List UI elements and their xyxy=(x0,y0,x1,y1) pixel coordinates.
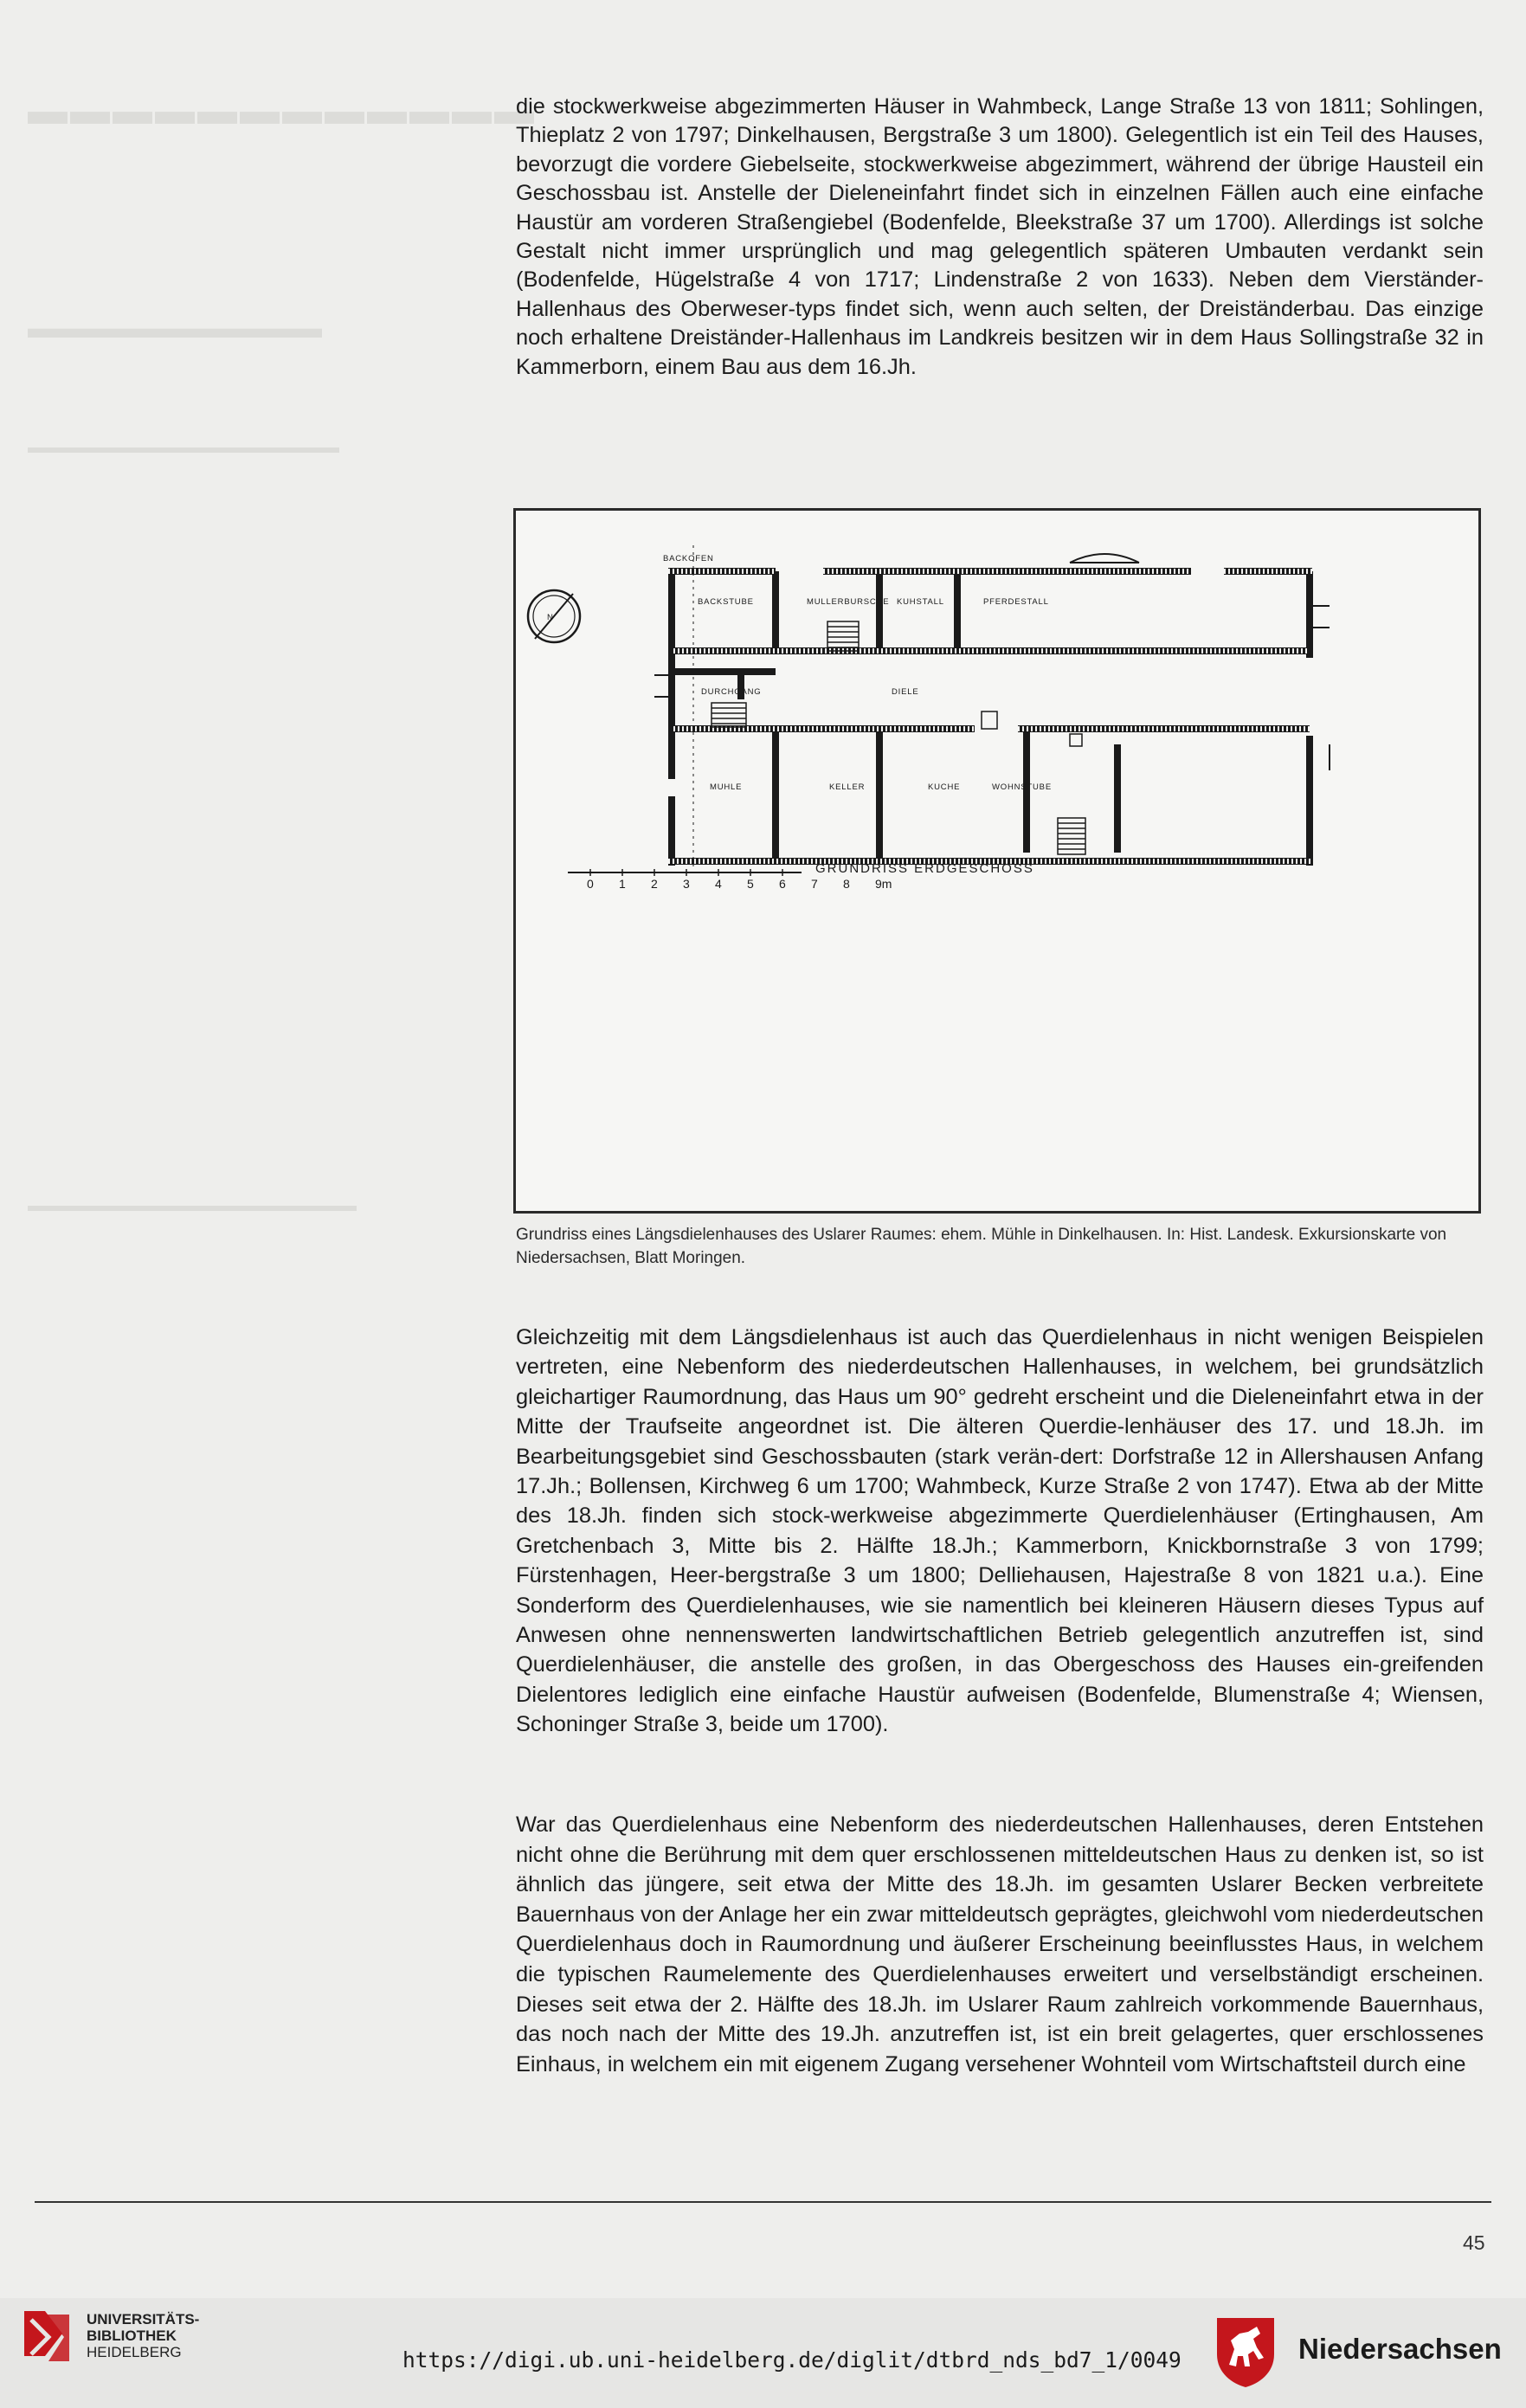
room-label-muellerbursche: MULLERBURSCHE xyxy=(807,597,890,607)
page-number: 45 xyxy=(1463,2231,1485,2254)
scale-tick-label: 3 xyxy=(683,877,690,891)
room-label-wohnstube: WOHNSTUBE xyxy=(992,782,1052,792)
scale-tick-label: 2 xyxy=(651,877,658,891)
library-name-line: HEIDELBERG xyxy=(87,2344,182,2360)
document-permalink[interactable]: https://digi.ub.uni-heidelberg.de/diglit/dtbrd_nds_bd7_1/0049 xyxy=(402,2347,1182,2373)
room-label-keller: KELLER xyxy=(829,782,866,792)
show-through-subheading: ▬▬▬▬▬▬▬▬▬▬ xyxy=(28,312,322,344)
room-label-kuhstall: KUHSTALL xyxy=(897,597,944,607)
body-paragraph-1: die stockwerkweise abgezimmerten Häuser in Wahmbeck, Lange Straße 13 von 1811; Sohlingen, Thieplatz 2 von 1797; Dinkelhausen, Bergstraße 3 um 1800). Gelegentlich ist ein Teil des Hauses, bevorzugt die vordere Giebelseite, stockwerkweise abgezimmert, während der übrige Hausteil ein Geschossbau ist. Anstelle der Dieleneinfahrt findet sich in einzelnen Fällen auch eine einfache Haustür am vorderen Straßengiebel (Bodenfelde, Bleekstraße 37 um 1700). Allerdings ist solche Gestalt nicht immer ursprünglich und mag gelegentlich späteren Umbauten verdankt sein (Bodenfelde, Hügelstraße 4 von 1717; Lindenstraße 2 von 1633). Neben dem Vierständer-Hallenhaus des Oberweser-typs findet sich, wenn auch selten, der Dreiständerbau. Das einzige noch erhaltene Dreiständer-Hallenhaus im Landkreis besitzen wir in dem Haus Sollingstraße 32 in Kammerborn, einem Bau aus dem 16.Jh. xyxy=(516,94,1484,379)
library-name-line: BIBLIOTHEK xyxy=(87,2328,177,2344)
body-paragraph-3: War das Querdielenhaus eine Nebenform des niederdeutschen Hallenhauses, deren Entstehen nicht ohne die Berührung mit dem quer erschlossenen mitteldeutschen Haus zu denken ist, so ist ähnlich das jüngere, seit etwa der Mitte des 18.Jh. im gesamten Uslarer Becken verbreitete Bauernhaus von der Anlage her ein zwar mitteldeutsch geprägtes, gleichwohl vom niederdeutschen Querdielenhaus doch in Raumordnung und äußerer Erscheinung beeinflusstes Haus, in welchem die typischen Raumelemente des Querdielenhauses erweitert und verselbständigt erscheinen. Dieses seit etwa der 2. Hälfte des 18.Jh. im Uslarer Raum zahlreich vorkommende Bauernhaus, das noch nach der Mitte des 19.Jh. anzutreffen ist, ist ein breit gelagertes, quer erschlossenes Einhaus, in welchem ein mit eigenem Zugang versehener Wohnteil vom Wirtschaftsteil durch eine xyxy=(516,1812,1484,2076)
scale-tick-label: 6 xyxy=(779,877,786,891)
library-name-line: UNIVERSITÄTS- xyxy=(87,2311,200,2328)
floor-plan-figure xyxy=(513,508,1481,1214)
room-label-diele: DIELE xyxy=(892,687,919,697)
floor-plan-drawing xyxy=(516,511,1478,1211)
room-label-backstube: BACKSTUBE xyxy=(698,597,754,607)
room-label-backofen: BACKOFEN xyxy=(663,554,714,563)
plan-title: GRUNDRISS ERDGESCHOSS xyxy=(815,861,1034,876)
room-label-muehle: MUHLE xyxy=(710,782,743,792)
show-through-line: ▬▬▬▬▬▬▬▬▬▬▬▬▬▬▬▬▬▬▬ xyxy=(28,1196,357,1215)
figure-caption: Grundriss eines Längsdielenhauses des Uslarer Raumes: ehem. Mühle in Dinkelhausen. In: Hist. Landesk. Exkursionskarte von Niedersachsen, Blatt Moringen. xyxy=(516,1226,1447,1267)
university-library-name xyxy=(87,2311,199,2360)
room-label-durchgang: DURCHGANG xyxy=(701,687,762,697)
room-label-kueche: KUCHE xyxy=(928,782,961,792)
compass-north-label: N xyxy=(547,613,554,622)
scale-tick-label: 1 xyxy=(619,877,626,891)
university-library-logo-icon[interactable] xyxy=(19,2308,69,2365)
room-label-pferdestall: PFERDESTALL xyxy=(983,597,1049,607)
body-paragraph-2: Gleichzeitig mit dem Längsdielenhaus ist auch das Querdielenhaus in nicht wenigen Beispielen vertreten, eine Nebenform des niederdeutschen Hallenhauses, in welchem, bei grundsätzlich gleichartiger Raumordnung, das Haus um 90° gedreht erscheint und die Dieleneinfahrt etwa in der Mitte der Traufseite angeordnet ist. Die älteren Querdie-lenhäuser des 17. und 18.Jh. im Bearbeitungsgebiet sind Geschossbauten (stark verän-dert: Dorfstraße 12 in Allershausen Anfang 17.Jh.; Bollensen, Kirchweg 6 um 1700; Wahmbeck, Kurze Straße 2 von 1747). Etwa ab der Mitte des 18.Jh. finden sich stock-werkweise abgezimmerte Querdielenhäuser (Ertinghausen, Am Gretchenbach 3, Mitte bis 2. Hälfte 18.Jh.; Kammerborn, Knickbornstraße 3 von 1799; Fürstenhagen, Heer-bergstraße 3 um 1800; Delliehausen, Hajestraße 8 von 1821 u.a.). Eine Sonderform des Querdielenhauses, wie sie namentlich bei kleineren Häusern dieses Typus auf Anwesen ohne nennenswerten landwirtschaftlichen Betrieb gelegentlich anzutreffen ist, sind Querdielenhäuser, die anstelle des großen, in das Obergeschoss des Hauses ein-greifenden Dielentores lediglich eine einfache Haustür aufweisen (Bodenfelde, Blumenstraße 4; Wiensen, Schoninger Straße 3, beide um 1700). xyxy=(516,1325,1484,1737)
state-name: Niedersachsen xyxy=(1298,2333,1502,2365)
scale-tick-label: 7 xyxy=(811,877,818,891)
footer-rule xyxy=(35,2201,1491,2203)
show-through-line: ▬▬▬▬▬▬▬▬▬▬▬▬▬▬▬▬▬▬ xyxy=(28,438,339,457)
scale-tick-label: 4 xyxy=(715,877,722,891)
show-through-heading: ▬▬▬▬▬▬▬▬▬▬▬▬ xyxy=(28,87,537,132)
scale-tick-label: 9m xyxy=(875,877,892,891)
scale-bar-ticks xyxy=(587,877,892,891)
scale-tick-label: 8 xyxy=(843,877,850,891)
niedersachsen-horse-logo-icon[interactable] xyxy=(1214,2315,1278,2389)
scale-tick-label: 0 xyxy=(587,877,594,891)
scale-tick-label: 5 xyxy=(747,877,754,891)
